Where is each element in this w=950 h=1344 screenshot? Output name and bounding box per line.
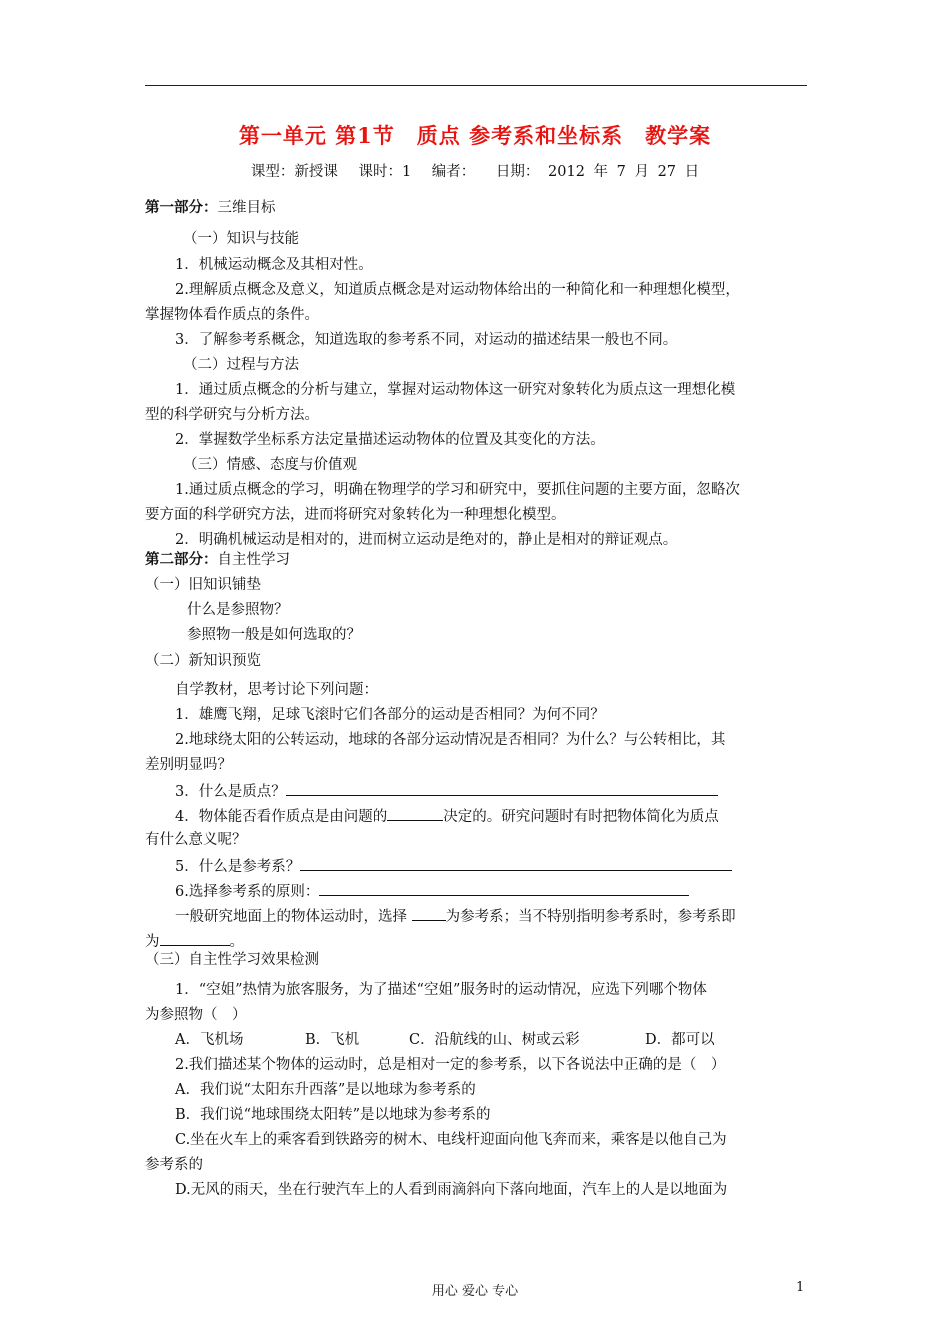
option-a[interactable]: A．我们说“太阳东升西落”是以地球为参考系的 <box>175 1082 476 1098</box>
question-line: 什么是参照物？ <box>187 602 289 618</box>
meta-periods: 课时：1 <box>358 164 412 180</box>
part2-heading: 第二部分：自主性学习 <box>145 551 290 568</box>
section-title: （一）旧知识铺垫 <box>145 577 261 593</box>
answer-blank[interactable] <box>412 905 446 921</box>
question-line: 6.选择参考系的原则： <box>145 880 807 902</box>
footer-motto: 用心 爱心 专心 <box>431 1284 519 1299</box>
option-b[interactable]: B．飞机 <box>305 1032 360 1048</box>
section-title: （一）知识与技能 <box>183 231 299 247</box>
option-a[interactable]: A．飞机场 <box>175 1032 244 1048</box>
question-line: 为 。 <box>145 930 807 952</box>
option-c[interactable]: C．沿航线的山、树或云彩 <box>409 1032 580 1048</box>
section-title: （二）过程与方法 <box>183 357 299 373</box>
option-c-continued: 参考系的 <box>145 1157 203 1173</box>
question-line: 2.我们描述某个物体的运动时，总是相对一定的参考系，以下各说法中正确的是（ ） <box>175 1057 726 1073</box>
objective-line: 3．了解参考系概念，知道选取的参考系不同，对运动的描述结果一般也不同。 <box>175 332 678 348</box>
option-c[interactable]: C.坐在火车上的乘客看到铁路旁的树木、电线杆迎面向他飞奔而来，乘客是以他自己为 <box>175 1132 727 1148</box>
lesson-meta <box>0 160 950 181</box>
question-line: 2.地球绕太阳的公转运动，地球的各部分运动情况是否相同？为什么？与公转相比，其 <box>175 732 726 748</box>
page-title: 第一单元 第1节 质点 参考系和坐标系 教学案 <box>238 123 712 148</box>
section-title: （二）新知识预览 <box>145 653 261 669</box>
option-d[interactable]: D．都可以 <box>645 1032 715 1048</box>
section-title: （三）情感、态度与价值观 <box>183 457 357 473</box>
question-line: 3．什么是质点？ <box>145 780 807 802</box>
answer-options <box>145 1030 807 1050</box>
objective-line: 1．通过质点概念的分析与建立，掌握对运动物体这一研究对象转化为质点这一理想化模 <box>175 382 736 398</box>
part1-heading: 第一部分：三维目标 <box>145 199 276 216</box>
meta-editor: 编者： <box>431 164 476 180</box>
meta-lesson-type: 课型：新授课 <box>250 164 338 180</box>
objective-line: 2.理解质点概念及意义，知道质点概念是对运动物体给出的一种简化和一种理想化模型， <box>175 282 740 298</box>
question-line: 4．物体能否看作质点是由问题的 决定的。研究问题时有时把物体简化为质点 <box>145 805 807 827</box>
option-d[interactable]: D.无风的雨天，坐在行驶汽车上的人看到雨滴斜向下落向地面，汽车上的人是以地面为 <box>175 1182 728 1198</box>
question-line: 1．雄鹰飞翔，足球飞滚时它们各部分的运动是否相同？为何不同？ <box>175 707 605 723</box>
objective-line: 要方面的科学研究方法，进而将研究对象转化为一种理想化模型。 <box>145 507 566 523</box>
answer-blank[interactable] <box>387 805 443 821</box>
question-line: 有什么意义呢？ <box>145 832 247 848</box>
answer-blank[interactable] <box>319 880 689 896</box>
objective-line: 型的科学研究与分析方法。 <box>145 407 319 423</box>
objective-line: 1．机械运动概念及其相对性。 <box>175 257 373 273</box>
objective-line: 1.通过质点概念的学习，明确在物理学的学习和研究中，要抓住问题的主要方面，忽略次 <box>175 482 740 498</box>
question-line: 1．“空姐”热情为旅客服务，为了描述“空姐”服务时的运动情况，应选下列哪个物体 <box>175 982 707 998</box>
answer-blank[interactable] <box>286 780 718 796</box>
section-title: （三）自主性学习效果检测 <box>145 952 319 968</box>
answer-blank[interactable] <box>300 855 732 871</box>
objective-line: 2．掌握数学坐标系方法定量描述运动物体的位置及其变化的方法。 <box>175 432 605 448</box>
answer-blank[interactable] <box>160 930 230 946</box>
meta-date: 日期： 2012 年 7 月 27 日 <box>495 164 700 180</box>
question-line: 一般研究地面上的物体运动时，选择 为参考系；当不特别指明参考系时，参考系即 <box>145 905 807 927</box>
question-line: 5．什么是参考系？ <box>145 855 807 877</box>
option-b[interactable]: B．我们说“地球围绕太阳转”是以地球为参考系的 <box>175 1107 491 1123</box>
header-rule <box>145 85 807 86</box>
question-line: 自学教材，思考讨论下列问题： <box>175 682 378 698</box>
objective-line: 掌握物体看作质点的条件。 <box>145 307 319 323</box>
page-number: 1 <box>796 1280 805 1295</box>
question-line: 参照物一般是如何选取的？ <box>187 627 361 643</box>
objective-line: 2．明确机械运动是相对的，进而树立运动是绝对的，静止是相对的辩证观点。 <box>175 532 678 548</box>
question-line: 为参照物（ ） <box>145 1007 247 1023</box>
question-line: 差别明显吗？ <box>145 757 232 773</box>
